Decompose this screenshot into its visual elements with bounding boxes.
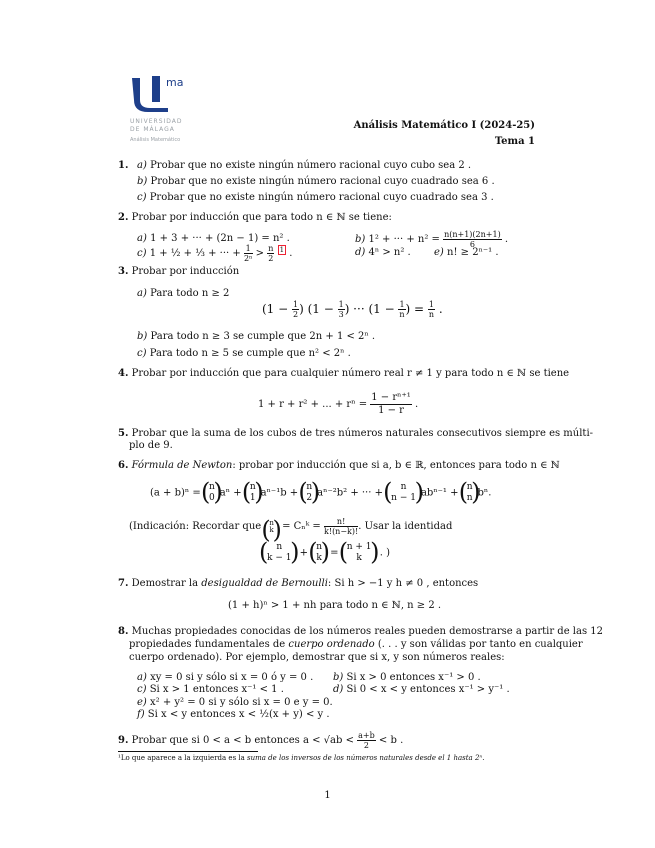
problem-3-intro: 3. Probar por inducción: [118, 266, 240, 277]
problem-1c: c) Probar que no existe ningún número racional cuyo cuadrado sea 3 .: [137, 192, 494, 203]
problem-4-formula: 1 + r + r² + ... + rⁿ = $\frac{\text{1 − rⁿ⁺¹}}{1 - r}$ .: [258, 392, 419, 416]
problem-8d: d) Si 0 < x < y entonces x⁻¹ > y⁻¹ .: [333, 684, 510, 695]
course-title: Análisis Matemático I (2024-25): [353, 120, 535, 131]
logo-line-2: DE MÁLAGA: [130, 126, 175, 133]
problem-8-line1: 8. Muchas propiedades conocidas de los números reales pueden demostrarse a partir de las 12: [118, 626, 603, 637]
problem-4-intro: 4. Probar por inducción que para cualquier número real r ≠ 1 y para todo n ∈ ℕ se tiene: [118, 368, 570, 379]
problem-8e: e) x² + y² = 0 si y sólo si x = 0 e y = 0.: [137, 697, 333, 708]
footnote-1-link[interactable]: 1: [279, 245, 285, 254]
problem-8-line2: propiedades fundamentales de cuerpo ordenado (. . . y son válidas por tanto en cualquier: [129, 639, 583, 650]
problem-3a-formula: (1 − $\frac{1}{2}$ ) (1 − $\frac{1}{3}$ ) ··· (1 − $\frac{1}{n}$ ) = $\frac{1}{n}$ .: [262, 300, 443, 319]
problem-2d: d) 4ⁿ > n² .: [355, 247, 411, 258]
problem-9: 9. Probar que si 0 < a < b entonces a < √ab < $\frac{a+b}{2}$ < b .: [118, 731, 404, 750]
logo-line-3: Análisis Matemático: [130, 137, 181, 143]
problem-7-intro: 7. Demostrar la desigualdad de Bernoulli: Si h > −1 y h ≠ 0 , entonces: [118, 578, 479, 589]
problem-8b: b) Si x > 0 entonces x⁻¹ > 0 .: [333, 672, 481, 683]
problem-6-intro: 6. Fórmula de Newton: probar por inducción que si a, b ∈ ℝ, entonces para todo n ∈ ℕ: [118, 460, 560, 471]
problem-2e: e) n! ≥ 2ⁿ⁻¹ .: [434, 247, 499, 258]
problem-2-intro: 2. Probar por inducción que para todo n ∈ ℕ se tiene:: [118, 212, 392, 223]
logo-line-1: UNIVERSIDAD: [130, 118, 183, 125]
problem-6-identity: ( n k − 1 ) + ( n k ) = ( n + 1 k ) . ): [262, 542, 390, 564]
problem-8c: c) Si x > 1 entonces x⁻¹ < 1 .: [137, 684, 284, 695]
problem-3b: b) Para todo n ≥ 3 se cumple que 2n + 1 < 2ⁿ .: [137, 331, 376, 342]
problem-7-formula: (1 + h)ⁿ > 1 + nh para todo n ∈ ℕ, n ≥ 2 .: [228, 600, 442, 611]
problem-1a: a) Probar que no existe ningún número racional cuyo cubo sea 2 .: [137, 160, 472, 171]
problem-1b: b) Probar que no existe ningún número racional cuyo cuadrado sea 6 .: [137, 176, 495, 187]
problem-1-number: 1.: [118, 160, 129, 171]
problem-6-hint: (Indicación: Recordar que ( n k ) = Cₙᵏ = $\frac{n!}{k!(n-k)!}$ . Usar la identidad: [129, 517, 452, 536]
topic-title: Tema 1: [494, 136, 535, 147]
problem-2c: c) 1 + ½ + ⅓ + ··· + $\frac{1}{\text{2ⁿ}}$ > $\frac{n}{2}$ $^1$ .: [137, 244, 293, 263]
problem-6-formula: (a + b)ⁿ = ( n 0 ) aⁿ + ( n 1 ) aⁿ⁻¹b + ( n 2 ) aⁿ⁻²b² + ··· + ( n n − 1 ) abⁿ⁻¹ + ( n n ) bⁿ.: [150, 482, 491, 504]
problem-8-line3: cuerpo ordenado). Por ejemplo, demostrar que si x, y son números reales:: [129, 652, 505, 663]
problem-3a-intro: a) Para todo n ≥ 2: [137, 288, 230, 299]
problem-3c: c) Para todo n ≥ 5 se cumple que n² < 2ⁿ .: [137, 348, 351, 359]
page-number: 1: [324, 790, 331, 801]
problem-5-line2: plo de 9.: [129, 440, 173, 451]
problem-2b: b) 1² + ··· + n² = $\frac{n(n+1)(2n+1)}{6}$ .: [355, 230, 509, 249]
logo-mark-text: ma: [166, 76, 184, 89]
problem-8a: a) xy = 0 si y sólo si x = 0 ó y = 0 .: [137, 672, 314, 683]
problem-8f: f) Si x < y entonces x < ½(x + y) < y .: [137, 709, 330, 720]
footnote-rule: [118, 751, 258, 752]
problem-2a: a) 1 + 3 + ··· + (2n − 1) = n² .: [137, 233, 290, 244]
footnote: ¹Lo que aparece a la izquierda es la suma de los inversos de los números naturales desde el 1 hasta 2ⁿ.: [118, 754, 485, 762]
problem-5-line1: 5. Probar que la suma de los cubos de tres números naturales consecutivos siempre es múlti-: [118, 428, 594, 439]
